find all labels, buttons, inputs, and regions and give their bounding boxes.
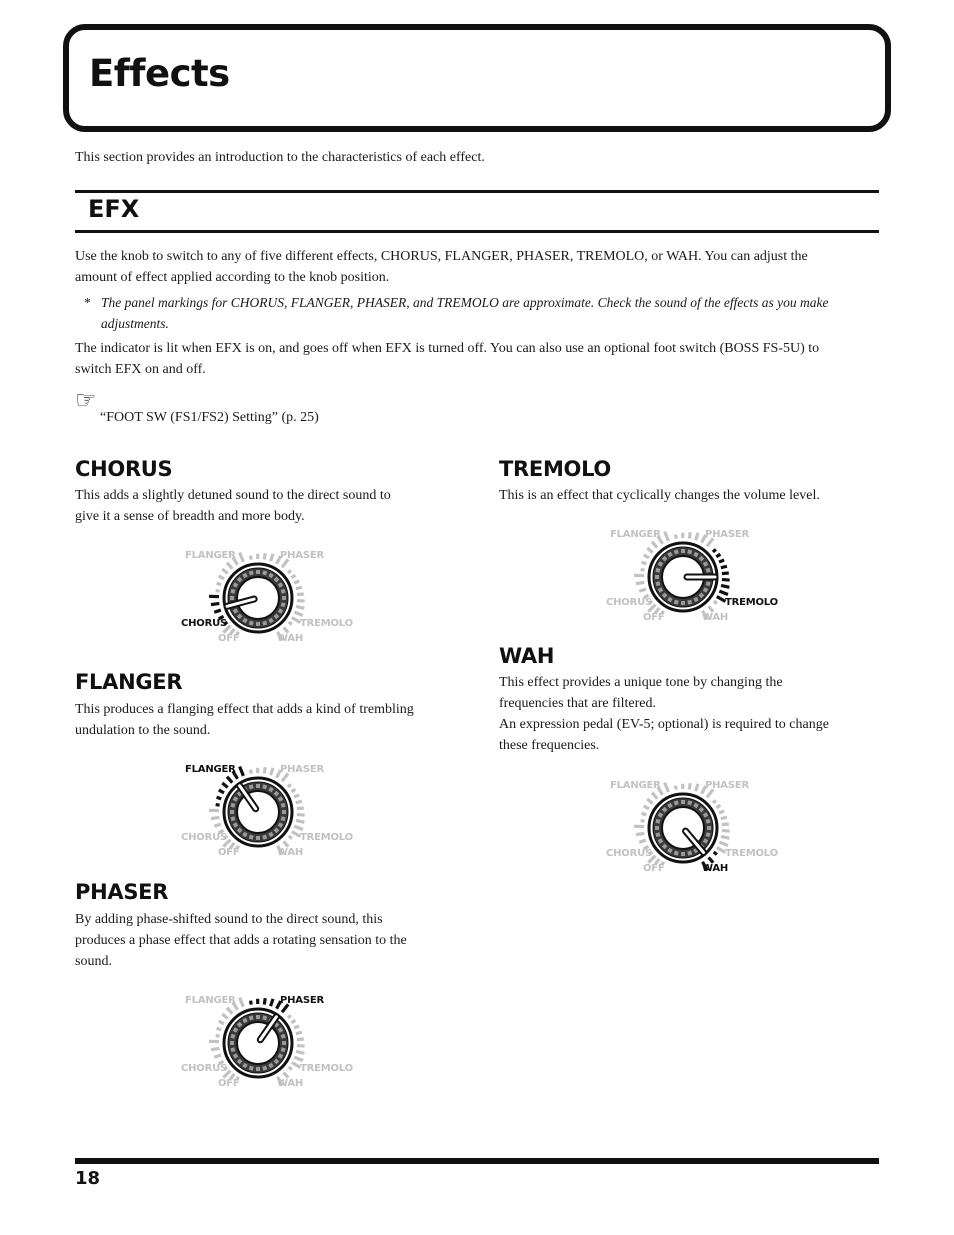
dial-tick-wah (284, 841, 289, 846)
dial-tick-tremolo (294, 581, 299, 583)
dial-tick-tremolo (297, 1046, 305, 1047)
dial-tick-wah (284, 1072, 289, 1077)
flanger-desc-line1: This produces a flanging effect that adds a kind of trembling (75, 702, 414, 717)
knob-label-tremolo: TREMOLO (300, 618, 353, 629)
pointing-hand-icon: ☞ (75, 386, 97, 414)
knob-label-tremolo: TREMOLO (300, 832, 353, 843)
dial-tick-flanger (642, 562, 647, 564)
dial-tick-wah (714, 852, 717, 854)
phaser-desc-line1: By adding phase-shifted sound to the direct sound, this (75, 912, 383, 927)
dial-tick-phaser (264, 767, 265, 773)
dial-tick-flanger (216, 591, 220, 592)
dial-tick-tremolo (721, 817, 727, 818)
dial-tick-wah (709, 857, 714, 862)
dial-tick-flanger (227, 777, 232, 783)
knob-grip-tooth (256, 836, 260, 840)
dial-tick-flanger (227, 1008, 232, 1014)
knob-grip-tooth (256, 1067, 260, 1071)
page-number: 18 (75, 1168, 101, 1189)
knob-label-off: OFF (218, 847, 240, 858)
dial-tick-chorus (211, 817, 219, 818)
knob-label-wah: WAH (277, 633, 304, 644)
knob-cap (237, 577, 279, 619)
dial-tick-tremolo (296, 587, 302, 588)
dial-tick-phaser (264, 553, 265, 559)
knob-label-tremolo: TREMOLO (725, 597, 778, 608)
dial-tick-flanger (641, 821, 645, 822)
chorus-desc-line1: This adds a slightly detuned sound to the direct sound to (75, 488, 391, 503)
dial-tick-tremolo (294, 795, 299, 797)
wah-desc-line4: these frequencies. (499, 738, 600, 753)
dial-tick-tremolo (722, 580, 730, 581)
dial-tick-phaser (271, 768, 273, 775)
dial-tick-wah (289, 622, 292, 624)
knob-label-wah: WAH (277, 1078, 304, 1089)
dial-tick-tremolo (291, 1020, 295, 1022)
dial-tick-tremolo (716, 554, 720, 556)
efx-para1-line2: amount of effect applied according to the knob position. (75, 270, 390, 285)
dial-tick-flanger (665, 532, 669, 541)
knob-label-phaser: PHASER (280, 550, 324, 561)
dial-tick-chorus (636, 582, 644, 583)
section-rule-bottom (75, 230, 879, 233)
dial-tick-flanger (647, 799, 652, 803)
heading-tremolo: TREMOLO (499, 457, 611, 481)
dial-tick-tremolo (722, 573, 729, 574)
dial-tick-tremolo (713, 800, 716, 803)
dial-tick-tremolo (294, 1026, 299, 1028)
dial-tick-tremolo (719, 591, 728, 594)
page-title: Effects (89, 52, 230, 95)
knob-grip-tooth (256, 784, 260, 788)
dial-tick-phaser (271, 554, 273, 561)
efx-knob-diagram-wah (598, 770, 783, 882)
knob-label-flanger: FLANGER (185, 995, 236, 1006)
wah-desc-line3: An expression pedal (EV-5; optional) is required to change (499, 717, 829, 732)
dial-tick-tremolo (288, 784, 291, 787)
knob-label-chorus: CHORUS (606, 848, 653, 859)
efx-para2-line2: switch EFX on and off. (75, 362, 206, 377)
heading-phaser: PHASER (75, 880, 169, 904)
knob-label-chorus: CHORUS (606, 597, 653, 608)
flanger-desc-line2: undulation to the sound. (75, 723, 211, 738)
dial-tick-tremolo (713, 549, 716, 552)
knob-grip-tooth (282, 1041, 286, 1045)
dial-tick-tremolo (297, 594, 304, 595)
dial-tick-chorus (214, 610, 221, 612)
knob-cap (237, 1022, 279, 1064)
dial-tick-flanger (222, 783, 227, 787)
dial-tick-tremolo (719, 842, 728, 845)
knob-grip-tooth (655, 575, 659, 579)
knob-label-off: OFF (218, 633, 240, 644)
knob-label-flanger: FLANGER (610, 529, 661, 540)
dial-tick-chorus (639, 840, 646, 842)
dial-tick-flanger (652, 793, 657, 799)
knob-label-off: OFF (643, 612, 665, 623)
dial-tick-phaser (251, 1001, 252, 1005)
dial-tick-tremolo (722, 824, 729, 825)
efx-para1-line1: Use the knob to switch to any of five different effects, CHORUS, FLANGER, PHASER, TREMOLO, or WAH. You can adjust the (75, 249, 808, 264)
dial-tick-flanger (240, 767, 244, 776)
knob-label-wah: WAH (702, 863, 729, 874)
knob-grip-tooth (256, 570, 260, 574)
knob-grip-tooth (230, 810, 234, 814)
note-asterisk: * (84, 295, 91, 310)
dial-tick-tremolo (294, 612, 303, 615)
dial-tick-chorus (639, 589, 646, 591)
dial-tick-tremolo (294, 1057, 303, 1060)
reference-link-foot-sw[interactable]: “FOOT SW (FS1/FS2) Setting” (p. 25) (100, 410, 319, 425)
dial-tick-tremolo (297, 601, 305, 602)
knob-label-chorus: CHORUS (181, 1063, 228, 1074)
dial-tick-flanger (222, 569, 227, 573)
dial-tick-phaser (251, 770, 252, 774)
dial-tick-tremolo (296, 1051, 304, 1053)
dial-tick-flanger (217, 797, 222, 799)
knob-grip-tooth (681, 549, 685, 553)
dial-tick-chorus (211, 1048, 219, 1049)
dial-tick-tremolo (296, 820, 304, 822)
dial-tick-tremolo (719, 560, 724, 562)
efx-knob-diagram-chorus (173, 540, 358, 652)
dial-tick-tremolo (297, 1039, 304, 1040)
wah-desc-line1: This effect provides a unique tone by changing the (499, 675, 783, 690)
dial-tick-wah (709, 606, 714, 611)
knob-label-flanger: FLANGER (185, 764, 236, 775)
knob-grip-tooth (256, 1015, 260, 1019)
dial-tick-flanger (219, 790, 224, 793)
knob-grip-tooth (681, 852, 685, 856)
phaser-desc-line3: sound. (75, 954, 112, 969)
dial-tick-wah (284, 627, 289, 632)
dial-tick-chorus (636, 833, 644, 834)
dial-tick-phaser (696, 784, 698, 791)
knob-grip-tooth (655, 826, 659, 830)
efx-knob-diagram-flanger (173, 754, 358, 866)
dial-tick-phaser (251, 556, 252, 560)
dial-tick-tremolo (288, 1015, 291, 1018)
dial-tick-flanger (644, 806, 649, 809)
intro-text: This section provides an introduction to the characteristics of each effect. (75, 150, 485, 165)
efx-knob-diagram-tremolo (598, 519, 783, 631)
footer-rule (75, 1158, 879, 1164)
dial-tick-tremolo (719, 811, 724, 813)
dial-tick-tremolo (291, 789, 295, 791)
dial-tick-tremolo (296, 1032, 302, 1033)
heading-chorus: CHORUS (75, 457, 173, 481)
efx-knob-diagram-phaser (173, 985, 358, 1097)
knob-label-off: OFF (643, 863, 665, 874)
dial-tick-flanger (216, 1036, 220, 1037)
dial-tick-phaser (689, 783, 690, 789)
knob-grip-tooth (282, 596, 286, 600)
heading-wah: WAH (499, 644, 555, 668)
note-line2: adjustments. (101, 316, 169, 331)
knob-label-wah: WAH (277, 847, 304, 858)
chorus-desc-line2: give it a sense of breadth and more body. (75, 509, 305, 524)
efx-para2-line1: The indicator is lit when EFX is on, and goes off when EFX is turned off. You can also use an optional foot switch (BOSS FS-5U) to (75, 341, 820, 356)
dial-tick-flanger (652, 542, 657, 548)
knob-label-phaser: PHASER (705, 780, 749, 791)
dial-tick-flanger (665, 783, 669, 792)
tremolo-desc-line1: This is an effect that cyclically changes the volume level. (499, 488, 820, 503)
knob-grip-tooth (230, 1041, 234, 1045)
dial-tick-tremolo (721, 585, 729, 587)
dial-tick-tremolo (721, 566, 727, 567)
dial-tick-flanger (227, 563, 232, 569)
knob-label-phaser: PHASER (705, 529, 749, 540)
dial-tick-tremolo (288, 570, 291, 573)
dial-tick-tremolo (296, 606, 304, 608)
knob-label-flanger: FLANGER (185, 550, 236, 561)
dial-tick-wah (714, 601, 717, 603)
dial-tick-flanger (240, 553, 244, 562)
dial-tick-flanger (219, 1021, 224, 1024)
chapter-title-box (63, 24, 891, 132)
knob-grip-tooth (256, 622, 260, 626)
knob-grip-tooth (681, 800, 685, 804)
dial-tick-flanger (219, 576, 224, 579)
dial-tick-phaser (676, 535, 677, 539)
dial-tick-phaser (689, 532, 690, 538)
knob-cap (237, 791, 279, 833)
knob-label-flanger: FLANGER (610, 780, 661, 791)
dial-tick-tremolo (297, 815, 305, 816)
dial-tick-phaser (264, 998, 265, 1004)
wah-desc-line2: frequencies that are filtered. (499, 696, 657, 711)
dial-tick-flanger (216, 805, 220, 806)
dial-tick-flanger (217, 583, 222, 585)
dial-tick-flanger (644, 555, 649, 558)
dial-tick-chorus (214, 1055, 221, 1057)
dial-tick-tremolo (722, 831, 730, 832)
section-title-efx: EFX (88, 195, 140, 223)
knob-label-phaser: PHASER (280, 764, 324, 775)
note-line1: The panel markings for CHORUS, FLANGER, PHASER, and TREMOLO are approximate. Check the sound of the effects as you make (101, 295, 829, 310)
dial-tick-tremolo (291, 575, 295, 577)
knob-label-tremolo: TREMOLO (725, 848, 778, 859)
dial-tick-phaser (271, 999, 273, 1006)
dial-tick-phaser (696, 533, 698, 540)
knob-label-off: OFF (218, 1078, 240, 1089)
dial-tick-wah (289, 836, 292, 838)
heading-flanger: FLANGER (75, 670, 183, 694)
dial-tick-flanger (222, 1014, 227, 1018)
knob-label-phaser: PHASER (280, 995, 324, 1006)
dial-tick-flanger (217, 1028, 222, 1030)
dial-tick-flanger (642, 813, 647, 815)
knob-label-wah: WAH (702, 612, 729, 623)
knob-grip-tooth (681, 601, 685, 605)
dial-tick-tremolo (294, 826, 303, 829)
dial-tick-tremolo (297, 808, 304, 809)
dial-tick-phaser (676, 786, 677, 790)
dial-tick-flanger (641, 570, 645, 571)
dial-tick-wah (289, 1067, 292, 1069)
knob-label-chorus: CHORUS (181, 832, 228, 843)
dial-tick-chorus (211, 603, 219, 604)
dial-tick-flanger (647, 548, 652, 552)
dial-tick-tremolo (721, 836, 729, 838)
knob-label-tremolo: TREMOLO (300, 1063, 353, 1074)
dial-tick-chorus (214, 824, 221, 826)
dial-tick-flanger (240, 998, 244, 1007)
knob-grip-tooth (230, 596, 234, 600)
dial-tick-tremolo (716, 805, 720, 807)
knob-grip-tooth (707, 826, 711, 830)
knob-grip-tooth (282, 810, 286, 814)
phaser-desc-line2: produces a phase effect that adds a rotating sensation to the (75, 933, 407, 948)
knob-label-chorus: CHORUS (181, 618, 228, 629)
dial-tick-tremolo (296, 801, 302, 802)
section-rule-top (75, 190, 879, 193)
